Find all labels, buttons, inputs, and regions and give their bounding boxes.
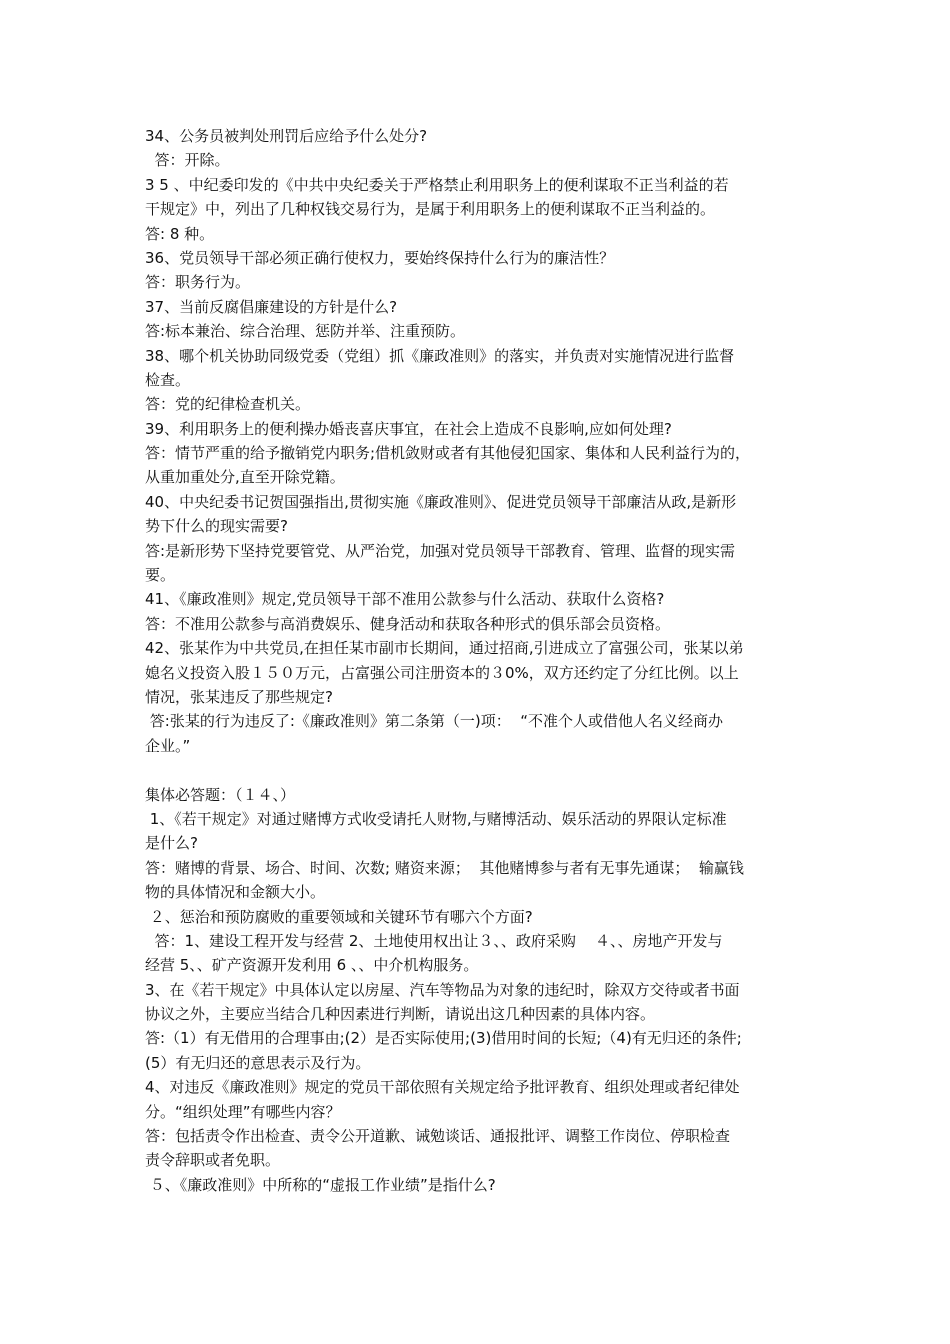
qa-item	[145, 344, 820, 417]
section-line: ２、惩治和预防腐败的重要领域和关键环节有哪六个方面?	[145, 907, 533, 926]
question-line: 3 5 、中纪委印发的《中共中央纪委关于严格禁止利用职务上的便利谋取不正当利益的若	[145, 175, 729, 194]
section-line: 责令辞职或者免职。	[145, 1151, 281, 1170]
section-line: 物的具体情况和金额大小。	[145, 883, 326, 902]
collective-section	[145, 783, 820, 1198]
text-line: 媳名义投资入股１５０万元，占富强公司注册资本的３0%，双方还约定了分红比例。以上	[145, 663, 739, 682]
section-line: 是什么?	[145, 834, 198, 853]
text-line: 检查。	[145, 370, 191, 389]
text-line: 答：情节严重的给予撤销党内职务;借机敛财或者有其他侵犯国家、集体和人民利益行为的，	[145, 444, 751, 463]
qa-item	[145, 295, 820, 344]
section-line: 3、在《若干规定》中具体认定以房屋、汽车等物品为对象的违纪时，除双方交待或者书面	[145, 980, 740, 999]
question-line: 39、利用职务上的便利操办婚丧喜庆事宜，在社会上造成不良影响,应如何处理?	[145, 419, 672, 438]
question-line: 42、张某作为中共党员,在担任某市副市长期间，通过招商,引进成立了富强公司，张某以弟	[145, 639, 744, 658]
qa-item	[145, 246, 820, 295]
document-page	[145, 124, 820, 1197]
text-line: 答:是新形势下坚持党要管党、从严治党，加强对党员领导干部教育、管理、监督的现实需	[145, 541, 736, 560]
qa-item	[145, 490, 820, 588]
text-line: 干规定》中，列出了几种权钱交易行为，是属于利用职务上的便利谋取不正当利益的。	[145, 200, 716, 219]
text-line: 答：不准用公款参与高消费娱乐、健身活动和获取各种形式的俱乐部会员资格。	[145, 614, 671, 633]
question-line: 37、当前反腐倡廉建设的方针是什么?	[145, 297, 398, 316]
question-line: 40、中央纪委书记贺国强指出,贯彻实施《廉政准则》、促进党员领导干部廉洁从政,是新形	[145, 492, 737, 511]
text-line: 答：开除。	[145, 151, 230, 170]
text-line: 势下什么的现实需要?	[145, 517, 288, 536]
section-body	[145, 807, 820, 1197]
section-line: (5）有无归还的意思表示及行为。	[145, 1053, 371, 1072]
section-line: 答:（1）有无借用的合理事由;(2）是否实际使用;(3)借用时间的长短;（4)有无归还的条件;	[145, 1029, 742, 1048]
text-line: 答:标本兼治、综合治理、惩防并举、注重预防。	[145, 322, 466, 341]
qa-list	[145, 124, 820, 758]
section-line: 分。“组织处理”有哪些内容？	[145, 1102, 341, 1121]
section-line: 答：包括责令作出检查、责令公开道歉、诫勉谈话、通报批评、调整工作岗位、停职检查	[145, 1127, 731, 1146]
section-line: 经营 5、、矿产资源开发利用 6 、、中介机构服务。	[145, 956, 479, 975]
text-line: 答：党的纪律检查机关。	[145, 395, 311, 414]
question-line: 38、哪个机关协助同级党委（党组）抓《廉政准则》的落实，并负责对实施情况进行监督	[145, 346, 735, 365]
qa-item	[145, 587, 820, 636]
question-line: 41、《廉政准则》规定,党员领导干部不准用公款参与什么活动、获取什么资格?	[145, 590, 665, 609]
qa-item	[145, 173, 820, 246]
text-line: 要。	[145, 566, 176, 585]
section-title: 集体必答题：（１４、）	[145, 785, 296, 804]
text-line: 情况，张某违反了那些规定?	[145, 687, 333, 706]
text-line: 答:张某的行为违反了:《廉政准则》第二条第（一)项： “不准个人或借他人名义经商办	[145, 712, 724, 731]
qa-item	[145, 636, 820, 758]
qa-item	[145, 124, 820, 173]
section-line: 协议之外，主要应当结合几种因素进行判断，请说出这几种因素的具体内容。	[145, 1005, 656, 1024]
qa-item	[145, 417, 820, 490]
text-line: 从重加重处分,直至开除党籍。	[145, 468, 345, 487]
question-line: 34、公务员被判处刑罚后应给予什么处分?	[145, 127, 428, 145]
section-line: 1、《若干规定》对通过赌博方式收受请托人财物,与赌博活动、娱乐活动的界限认定标准	[145, 809, 727, 828]
text-line: 企业。”	[145, 736, 191, 755]
question-line: 36、党员领导干部必须正确行使权力，要始终保持什么行为的廉洁性？	[145, 248, 615, 267]
section-line: 4、对违反《廉政准则》规定的党员干部依照有关规定给予批评教育、组织处理或者纪律处	[145, 1078, 740, 1097]
section-line: 答：赌博的背景、场合、时间、次数; 赌资来源； 其他赌博参与者有无事先通谋； 输赢钱	[145, 858, 744, 877]
section-line: 答：1、建设工程开发与经营 2、土地使用权出让３、、政府采购 ４、、房地产开发与	[145, 931, 723, 950]
text-line: 答：职务行为。	[145, 273, 251, 292]
text-line: 答: 8 种。	[145, 224, 215, 243]
section-line: ５、《廉政准则》中所称的“虚报工作业绩”是指什么?	[145, 1175, 496, 1194]
